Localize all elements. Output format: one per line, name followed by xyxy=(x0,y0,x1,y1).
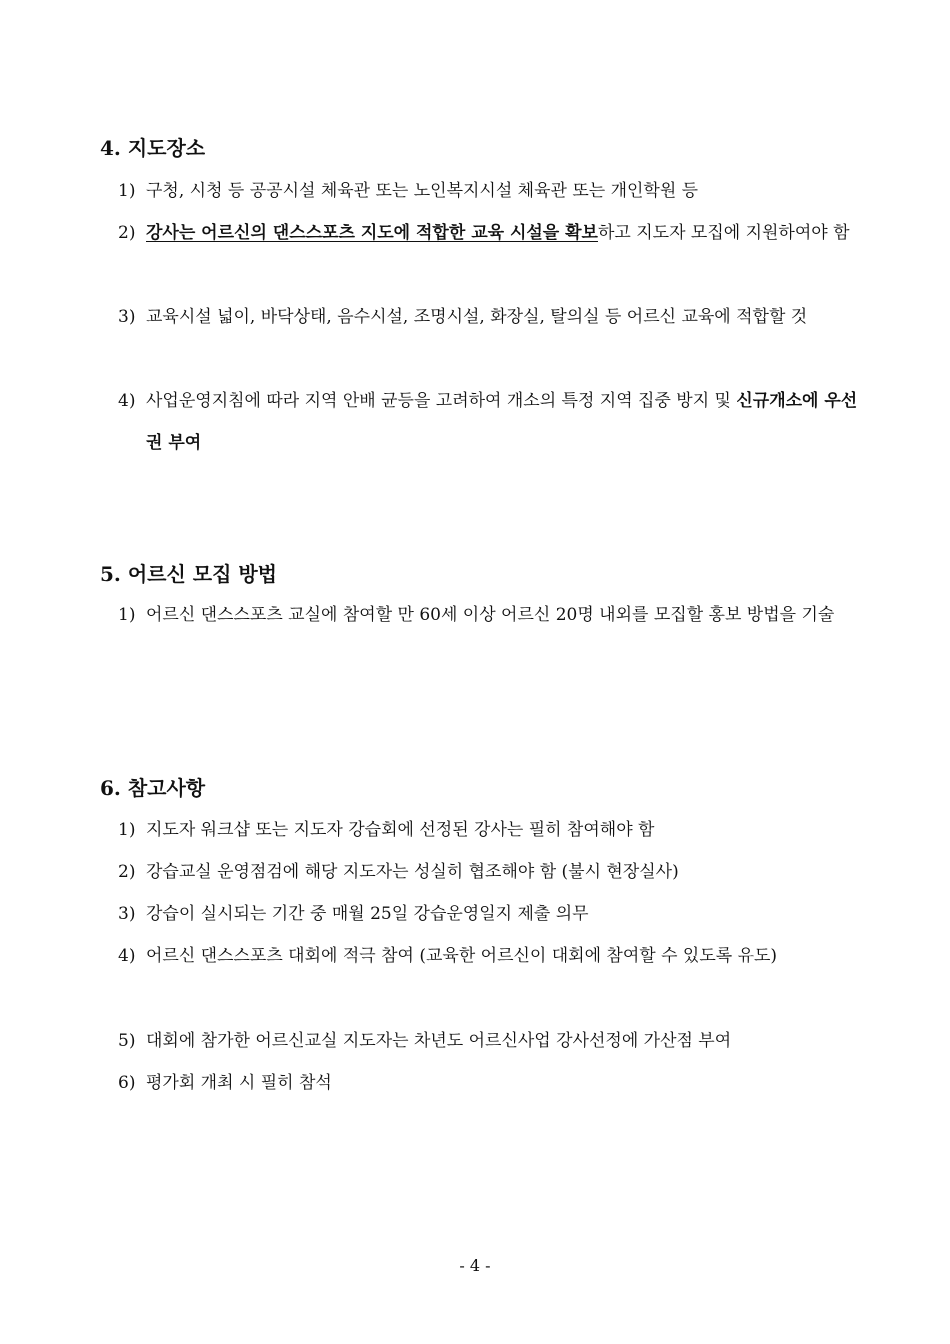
item-number: 1) xyxy=(118,605,136,625)
item-number: 1) xyxy=(118,820,136,840)
item-number: 1) xyxy=(118,181,136,201)
list-item xyxy=(118,594,860,636)
item-number: 3) xyxy=(118,904,136,924)
list-item xyxy=(118,851,860,893)
item-number: 6) xyxy=(118,1073,136,1093)
list-item xyxy=(118,893,860,935)
list-item xyxy=(118,935,860,977)
item-text: 강습교실 운영점검에 해당 지도자는 성실히 협조해야 함 (불시 현장실사) xyxy=(146,862,679,882)
item-text: 강습이 실시되는 기간 중 매월 25일 강습운영일지 제출 의무 xyxy=(146,904,589,924)
section-title-location: 4. 지도장소 xyxy=(100,136,206,160)
item-text: 평가회 개최 시 필히 참석 xyxy=(146,1073,332,1093)
item-text-block xyxy=(146,380,860,464)
item-number: 3) xyxy=(118,307,136,327)
list-item xyxy=(118,809,860,851)
item-text: 지도자 워크샵 또는 지도자 강습회에 선정된 강사는 필히 참여해야 함 xyxy=(146,820,655,840)
item-number: 2) xyxy=(118,223,136,243)
item-text: 어르신 댄스스포츠 교실에 참여할 만 60세 이상 어르신 20명 내외를 모집할 홍보 방법을 기술 xyxy=(146,605,835,625)
list-item xyxy=(118,1020,860,1062)
section-title-recruitment: 5. 어르신 모집 방법 xyxy=(100,562,278,586)
item-text: 대회에 참가한 어르신교실 지도자는 차년도 어르신사업 강사선정에 가산점 부여 xyxy=(146,1031,732,1051)
section-title-notes: 6. 참고사항 xyxy=(100,776,206,800)
item-number: 2) xyxy=(118,862,136,882)
item-text: 하고 지도자 모집에 지원하여야 함 xyxy=(597,223,850,243)
item-number: 5) xyxy=(118,1031,136,1051)
list-item xyxy=(118,380,860,464)
item-text: 어르신 댄스스포츠 대회에 적극 참여 (교육한 어르신이 대회에 참여할 수 있도록 유도) xyxy=(146,946,778,966)
item-text: 구청, 시청 등 공공시설 체육관 또는 노인복지시설 체육관 또는 개인학원 등 xyxy=(146,181,699,201)
item-number: 4) xyxy=(118,946,136,966)
page-number: - 4 - xyxy=(459,1256,491,1275)
item-emphasis-underlined: 강사는 어르신의 댄스스포츠 지도에 적합한 교육 시설을 확보 xyxy=(146,223,598,243)
item-text: 교육시설 넓이, 바닥상태, 음수시설, 조명시설, 화장실, 탈의실 등 어르신 교육에 적합할 것 xyxy=(146,307,808,327)
list-item xyxy=(118,296,860,338)
item-text-block xyxy=(146,212,860,254)
item-emphasis: 신규개소에 우선권 부여 xyxy=(146,391,858,453)
list-item xyxy=(118,212,860,254)
list-item xyxy=(118,170,860,212)
item-text: 사업운영지침에 따라 지역 안배 균등을 고려하여 개소의 특정 지역 집중 방지 및 xyxy=(146,391,737,411)
item-number: 4) xyxy=(118,391,136,411)
list-item xyxy=(118,1062,860,1104)
